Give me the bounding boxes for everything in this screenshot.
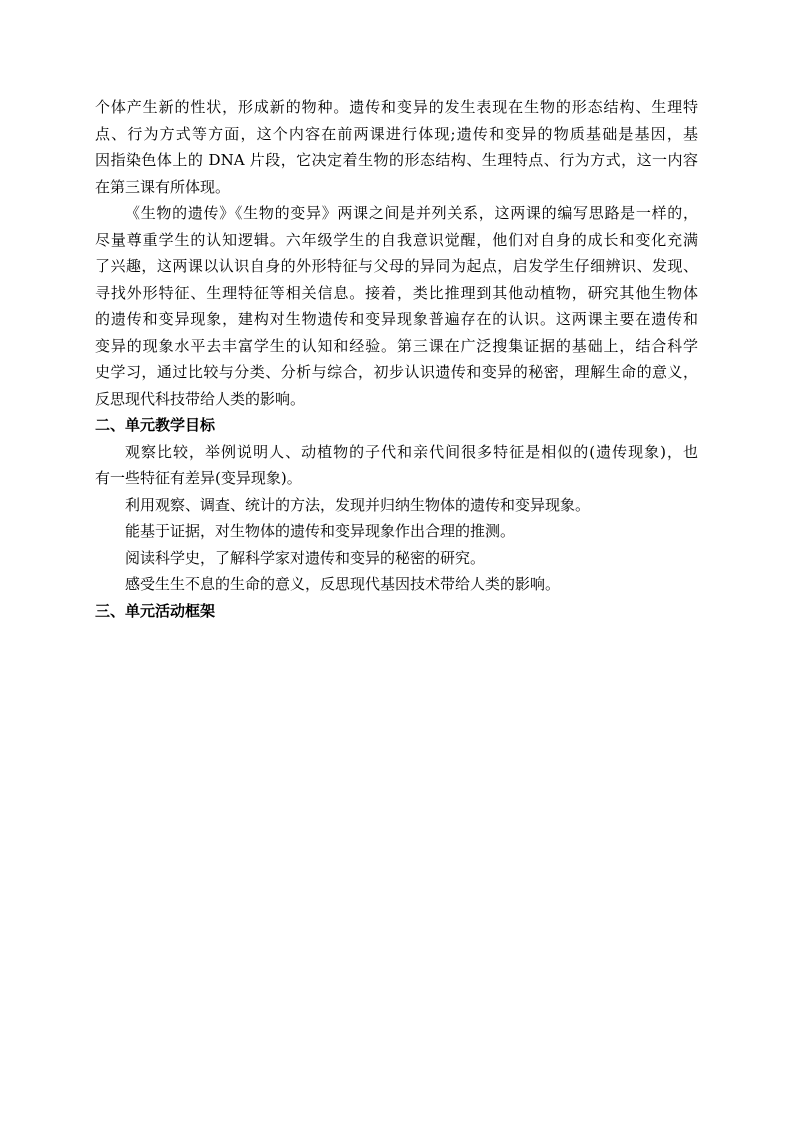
text-line: 个体产生新的性状，形成新的物种。遗传和变异的发生表现在生物的形态结构、生理特 [95,98,698,116]
text-line: 了兴趣，这两课以认识自身的外形特征与父母的异同为起点，启发学生仔细辨识、发现、 [95,257,698,275]
goal-item: 阅读科学史，了解科学家对遗传和变异的秘密的研究。 [125,548,486,567]
goal-item: 利用观察、调查、统计的方法，发现并归纳生物体的遗传和变异现象。 [125,495,591,514]
text-line: 史学习，通过比较与分类、分析与综合，初步认识遗传和变异的秘密，理解生命的意义， [95,363,698,381]
text-line: 尽量尊重学生的认知逻辑。六年级学生的自我意识觉醒，他们对自身的成长和变化充满 [95,230,698,249]
text-line: 因指染色体上的 DNA 片段，它决定着生物的形态结构、生理特点、行为方式，这一内容 [95,151,698,169]
section-heading-activity-framework: 三、单元活动框架 [95,601,216,620]
goal-item: 感受生生不息的生命的意义，反思现代基因技术带给人类的影响。 [125,575,561,593]
text-line: 的遗传和变异现象，建构对生物遗传和变异现象普遍存在的认识。这两课主要在遗传和 [95,310,698,328]
goal-item: 观察比较，举例说明人、动植物的子代和亲代间很多特征是相似的(遗传现象)，也 [125,442,698,461]
section-heading-teaching-goals: 二、单元教学目标 [95,416,216,434]
text-line: 寻找外形特征、生理特征等相关信息。接着，类比推理到其他动植物，研究其他生物体 [95,283,698,302]
goal-list [95,439,698,598]
text-line: 点、行为方式等方面，这个内容在前两课进行体现;遗传和变异的物质基础是基因，基 [95,124,698,143]
text-line: 反思现代科技带给人类的影响。 [95,389,306,408]
text-line: 变异的现象水平去丰富学生的认知和经验。第三课在广泛搜集证据的基础上，结合科学 [95,336,698,355]
text-line: 《生物的遗传》《生物的变异》两课之间是并列关系，这两课的编写思路是一样的， [125,204,698,222]
goal-item: 能基于证据，对生物体的遗传和变异现象作出合理的推测。 [125,522,516,540]
paragraph-intro-continued [95,94,698,200]
text-line: 在第三课有所体现。 [95,177,231,196]
goal-item-continued: 有一些特征有差异(变异现象)。 [95,469,302,487]
paragraph-lesson-structure [95,200,698,412]
